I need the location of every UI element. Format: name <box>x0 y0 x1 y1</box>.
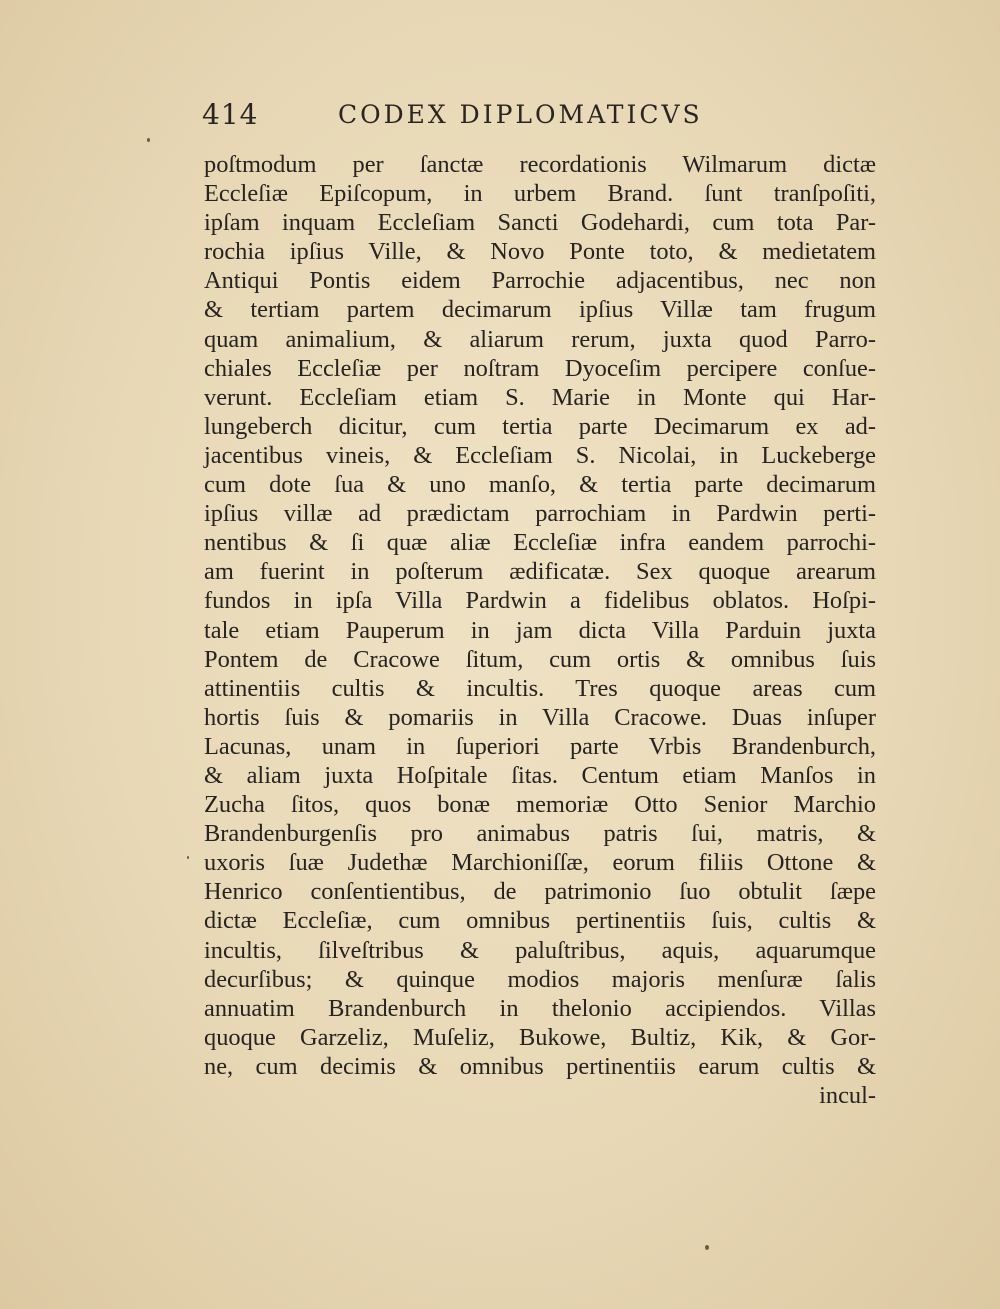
text-line: hortis ſuis & pomariis in Villa Cracowe. Duas inſuper <box>204 703 876 731</box>
text-line: Henrico conſentientibus, de patrimonio ſuo obtulit ſæpe <box>204 878 876 906</box>
text-line: attinentiis cultis & incultis. Tres quoque areas cum <box>204 674 876 702</box>
catchword: incul- <box>819 1082 876 1109</box>
text-line: poſtmodum per ſanctæ recordationis Wilmarum dictæ <box>204 151 876 178</box>
text-line: ne, cum decimis & omnibus pertinentiis earum cultis & <box>204 1052 876 1080</box>
paper-speck <box>147 138 150 142</box>
text-line: tale etiam Pauperum in jam dicta Villa Parduin juxta <box>204 616 876 644</box>
text-line: annuatim Brandenburch in thelonio accipiendos. Villas <box>204 994 876 1022</box>
body-text <box>204 150 876 1110</box>
text-line: incultis, ſilveſtribus & paluſtribus, aquis, aquarumque <box>204 936 876 964</box>
text-line: & aliam juxta Hoſpitale ſitas. Centum etiam Manſos in <box>204 761 876 789</box>
text-line: Lacunas, unam in ſuperiori parte Vrbis Brandenburch, <box>204 732 876 760</box>
running-title: CODEX DIPLOMATICVS <box>338 100 703 129</box>
text-line: ipſam inquam Eccleſiam Sancti Godehardi, cum tota Par- <box>204 209 876 237</box>
paper-speck <box>187 856 189 859</box>
text-line: fundos in ipſa Villa Pardwin a fidelibus oblatos. Hoſpi- <box>204 587 876 615</box>
text-line: jacentibus vineis, & Eccleſiam S. Nicolai, in Luckeberge <box>204 441 876 469</box>
text-line: Antiqui Pontis eidem Parrochie adjacentibus, nec non <box>204 267 876 295</box>
text-line: Eccleſiæ Epiſcopum, in urbem Brand. ſunt tranſpoſiti, <box>204 180 876 208</box>
page-header <box>202 98 892 140</box>
text-line: verunt. Eccleſiam etiam S. Marie in Monte qui Har- <box>204 383 876 411</box>
text-line: & tertiam partem decimarum ipſius Villæ tam frugum <box>204 296 876 324</box>
text-line: cum dote ſua & uno manſo, & tertia parte decimarum <box>204 471 876 499</box>
text-line: Pontem de Cracowe ſitum, cum ortis & omnibus ſuis <box>204 645 876 673</box>
text-line: ipſius villæ ad prædictam parrochiam in Pardwin perti- <box>204 500 876 528</box>
text-line: Zucha ſitos, quos bonæ memoriæ Otto Senior Marchio <box>204 791 876 819</box>
page-number: 414 <box>202 98 259 131</box>
paper-speck <box>705 1245 709 1250</box>
text-line: Brandenburgenſis pro animabus patris ſui, matris, & <box>204 820 876 848</box>
text-line: am fuerint in poſterum ædificatæ. Sex quoque arearum <box>204 558 876 586</box>
text-line: lungeberch dicitur, cum tertia parte Decimarum ex ad- <box>204 412 876 440</box>
text-line: nentibus & ſi quæ aliæ Eccleſiæ infra eandem parrochi- <box>204 529 876 557</box>
text-line: quoque Garzeliz, Muſeliz, Bukowe, Bultiz, Kik, & Gor- <box>204 1023 876 1051</box>
text-line: chiales Eccleſiæ per noſtram Dyoceſim percipere conſue- <box>204 354 876 382</box>
text-line: rochia ipſius Ville, & Novo Ponte toto, & medietatem <box>204 238 876 266</box>
text-line: quam animalium, & aliarum rerum, juxta quod Parro- <box>204 325 876 353</box>
text-line: uxoris ſuæ Judethæ Marchioniſſæ, eorum filiis Ottone & <box>204 849 876 877</box>
text-line: dictæ Eccleſiæ, cum omnibus pertinentiis ſuis, cultis & <box>204 907 876 935</box>
text-line: decurſibus; & quinque modios majoris menſuræ ſalis <box>204 965 876 993</box>
